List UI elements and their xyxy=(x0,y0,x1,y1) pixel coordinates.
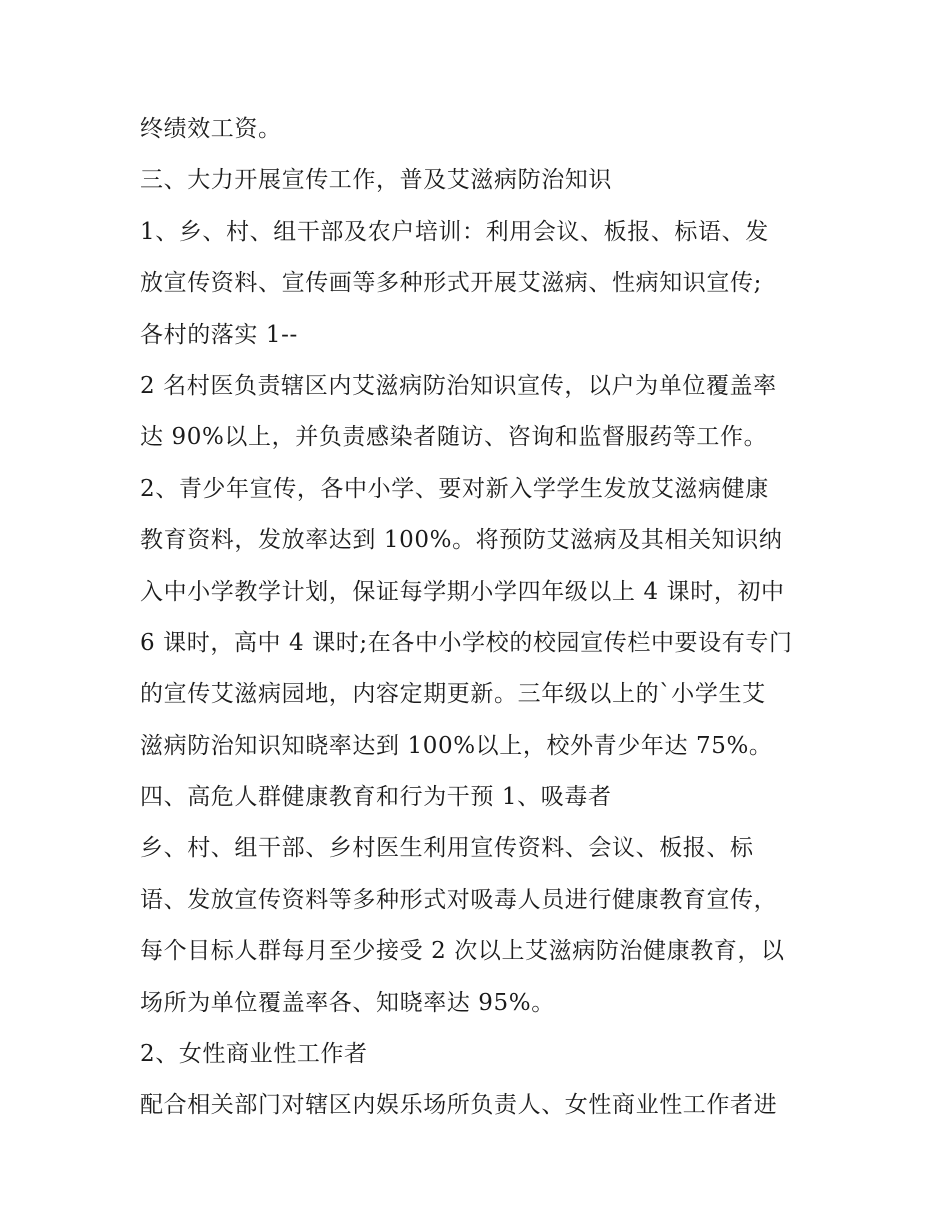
document-body xyxy=(140,104,830,1132)
text-line: 滋病防治知识知晓率达到 100%以上，校外青少年达 75%。 xyxy=(140,732,773,759)
text-line: 每个目标人群每月至少接受 2 次以上艾滋病防治健康教育，以 xyxy=(140,938,785,965)
text-line: 2、青少年宣传，各中小学、要对新入学学生发放艾滋病健康 xyxy=(140,475,769,502)
text-line: 入中小学教学计划，保证每学期小学四年级以上 4 课时，初中 xyxy=(140,578,785,605)
section-heading: 三、大力开展宣传工作，普及艾滋病防治知识 xyxy=(140,167,612,194)
text-line: 达 90%以上，并负责感染者随访、咨询和监督服药等工作。 xyxy=(140,424,768,451)
section-heading: 四、高危人群健康教育和行为干预 1、吸毒者 xyxy=(140,784,612,811)
text-line: 教育资料，发放率达到 100%。将预防艾滋病及其相关知识纳 xyxy=(140,527,783,554)
text-line: 6 课时，高中 4 课时;在各中小学校的校园宣传栏中要设有专门 xyxy=(140,629,793,656)
text-line: 放宣传资料、宣传画等多种形式开展艾滋病、性病知识宣传; xyxy=(140,270,762,297)
text-line: 的宣传艾滋病园地，内容定期更新。三年级以上的`小学生艾 xyxy=(140,681,766,708)
text-line: 各村的落实 1-- xyxy=(140,321,298,348)
text-line: 场所为单位覆盖率各、知晓率达 95%。 xyxy=(140,989,555,1016)
text-line: 1、乡、村、组干部及农户培训：利用会议、板报、标语、发 xyxy=(140,218,769,245)
text-line: 终绩效工资。 xyxy=(140,116,282,142)
text-line: 配合相关部门对辖区内娱乐场所负责人、女性商业性工作者进 xyxy=(140,1092,778,1119)
text-line: 语、发放宣传资料等多种形式对吸毒人员进行健康教育宣传， xyxy=(140,886,778,913)
subsection-heading: 2、女性商业性工作者 xyxy=(140,1041,368,1068)
text-line: 2 名村医负责辖区内艾滋病防治知识宣传，以户为单位覆盖率 xyxy=(140,372,777,399)
text-line: 乡、村、组干部、乡村医生利用宣传资料、会议、板报、标 xyxy=(140,835,754,862)
